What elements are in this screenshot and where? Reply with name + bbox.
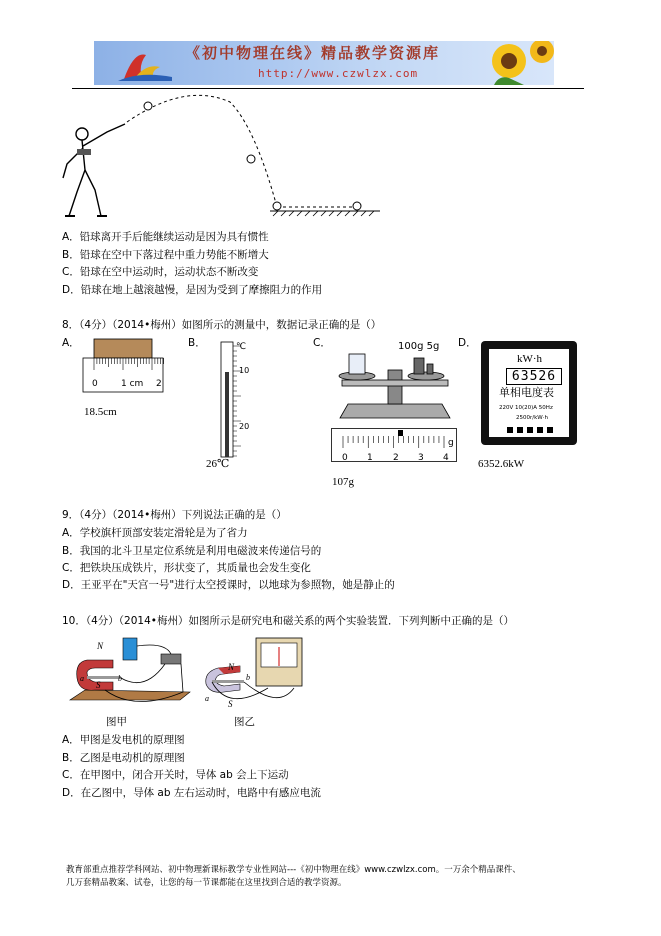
switch bbox=[161, 654, 181, 664]
scale-tick-3: 3 bbox=[418, 453, 424, 463]
ball-position bbox=[247, 155, 255, 163]
q7-option-b: B．铅球在空中下落过程中重力势能不断增大 bbox=[62, 249, 269, 261]
trajectory-curve bbox=[127, 95, 277, 207]
meter-reading: 63526 bbox=[506, 368, 562, 385]
thermometer-ticks bbox=[233, 346, 241, 456]
balance-figure bbox=[330, 340, 460, 428]
q8-answer-c: 107g bbox=[332, 476, 354, 488]
sunflower-icon bbox=[492, 41, 554, 85]
beaker bbox=[349, 354, 365, 374]
figure-jia bbox=[65, 632, 195, 714]
wood-block bbox=[94, 339, 152, 358]
thermometer-mercury bbox=[225, 372, 229, 457]
scale-unit: g bbox=[448, 438, 454, 448]
figure-yi bbox=[198, 632, 308, 714]
balance-weights: 100g 5g bbox=[398, 341, 440, 352]
fig1-label-a: a bbox=[80, 674, 84, 683]
q8-answer-b: 26℃ bbox=[206, 458, 230, 470]
meter-spec-1: 220V 10(20)A 50Hz bbox=[499, 405, 553, 411]
footer-line-2: 几万套精品教案、试卷，让您的每一节课都能在这里找到合适的教学资源。 bbox=[66, 878, 347, 888]
ruler-tick-2: 2 bbox=[156, 379, 162, 389]
conductor-ab bbox=[212, 680, 244, 683]
balance-base bbox=[340, 404, 450, 418]
fig1-label-n: N bbox=[97, 641, 104, 651]
ruler-tick-1: 1 cm bbox=[121, 379, 144, 389]
rider bbox=[398, 430, 403, 436]
q8-label-a: A． bbox=[62, 337, 80, 349]
fig2-label-s: S bbox=[228, 699, 233, 709]
scale-tick-2: 2 bbox=[393, 453, 399, 463]
q7-option-a: A．铅球离开手后能继续运动是因为具有惯性 bbox=[62, 231, 269, 243]
banner-title: 《初中物理在线》精品教学资源库 bbox=[185, 44, 441, 62]
scale-tick-1: 1 bbox=[367, 453, 373, 463]
q8-answer-a: 18.5cm bbox=[84, 406, 117, 418]
weight-5g bbox=[427, 364, 433, 374]
balance-beam bbox=[342, 380, 448, 386]
fig1-label-b: b bbox=[118, 674, 122, 683]
thermometer-unit: ℃ bbox=[236, 342, 247, 352]
q7-option-c: C．铅球在空中运动时，运动状态不断改变 bbox=[62, 266, 259, 278]
q8-answer-d: 6352.6kW bbox=[478, 458, 525, 470]
right-pan bbox=[408, 372, 444, 380]
header-divider bbox=[72, 88, 584, 89]
ground-hatch bbox=[273, 211, 374, 216]
banner-url[interactable]: http://www.czwlzx.com bbox=[258, 67, 419, 80]
weight-100g bbox=[414, 358, 424, 374]
q8-stem: 8．（4分）（2014•梅州）如图所示的测量中，数据记录正确的是（） bbox=[62, 319, 382, 331]
q10-option-d: D．在乙图中，导体 ab 左右运动时，电路中有感应电流 bbox=[62, 787, 321, 799]
q7-option-d: D．铅球在地上越滚越慢，是因为受到了摩擦阻力的作用 bbox=[62, 284, 323, 296]
fig2-label-n: N bbox=[228, 662, 235, 672]
q9-stem: 9．（4分）（2014•梅州）下列说法正确的是（） bbox=[62, 509, 287, 521]
q10-option-c: C．在甲图中，闭合开关时，导体 ab 会上下运动 bbox=[62, 769, 289, 781]
q8-label-d: D． bbox=[458, 337, 477, 349]
q10-stem: 10．（4分）（2014•梅州）如图所示是研究电和磁关系的两个实验装置．下列判断中正确的是（） bbox=[62, 615, 514, 627]
q10-option-b: B．乙图是电动机的原理图 bbox=[62, 752, 185, 764]
footer-line-1: 教育部重点推荐学科网站、初中物理新课标教学专业性网站---《初中物理在线》www.czwlzx.com。一万余个精品课件、 bbox=[66, 865, 521, 875]
ball-position bbox=[273, 202, 281, 210]
thermometer-figure bbox=[205, 340, 255, 460]
meter-spec-2: 2500r/kW·h bbox=[516, 415, 548, 421]
q9-option-a: A．学校旗杆顶部安装定滑轮是为了省力 bbox=[62, 527, 248, 539]
meter-name: 单相电度表 bbox=[499, 386, 554, 399]
fig2-label-b: b bbox=[246, 673, 250, 682]
shot-put-figure bbox=[55, 92, 385, 224]
athlete-figure bbox=[63, 124, 125, 216]
q10-option-a: A．甲图是发电机的原理图 bbox=[62, 734, 185, 746]
q9-option-b: B．我国的北斗卫星定位系统是利用电磁波来传递信号的 bbox=[62, 545, 322, 557]
fig2-label-a: a bbox=[205, 694, 209, 703]
battery bbox=[123, 638, 137, 660]
q9-option-c: C．把铁块压成铁片，形状变了，其质量也会发生变化 bbox=[62, 562, 311, 574]
meter-terminals bbox=[505, 426, 559, 434]
fig1-caption: 图甲 bbox=[106, 716, 127, 728]
scale-tick-4: 4 bbox=[443, 453, 449, 463]
conductor-ab bbox=[87, 676, 121, 679]
q8-label-c: C． bbox=[313, 337, 331, 349]
scale-tick-0: 0 bbox=[342, 453, 348, 463]
balance-pillar bbox=[388, 370, 402, 404]
wooden-base bbox=[70, 690, 190, 700]
ruler-tick-0: 0 bbox=[92, 379, 98, 389]
q9-option-d: D．王亚平在"天宫一号"进行太空授课时，以地球为参照物，她是静止的 bbox=[62, 579, 395, 591]
q8-label-b: B． bbox=[188, 337, 206, 349]
ball-position bbox=[144, 102, 152, 110]
ball-position bbox=[353, 202, 361, 210]
fig2-caption: 图乙 bbox=[234, 716, 255, 728]
thermometer-tick-20: 20 bbox=[239, 422, 250, 431]
thermometer-tick-10: 10 bbox=[239, 366, 250, 375]
fig1-label-s: S bbox=[96, 680, 101, 690]
meter-unit: kW·h bbox=[517, 353, 543, 365]
